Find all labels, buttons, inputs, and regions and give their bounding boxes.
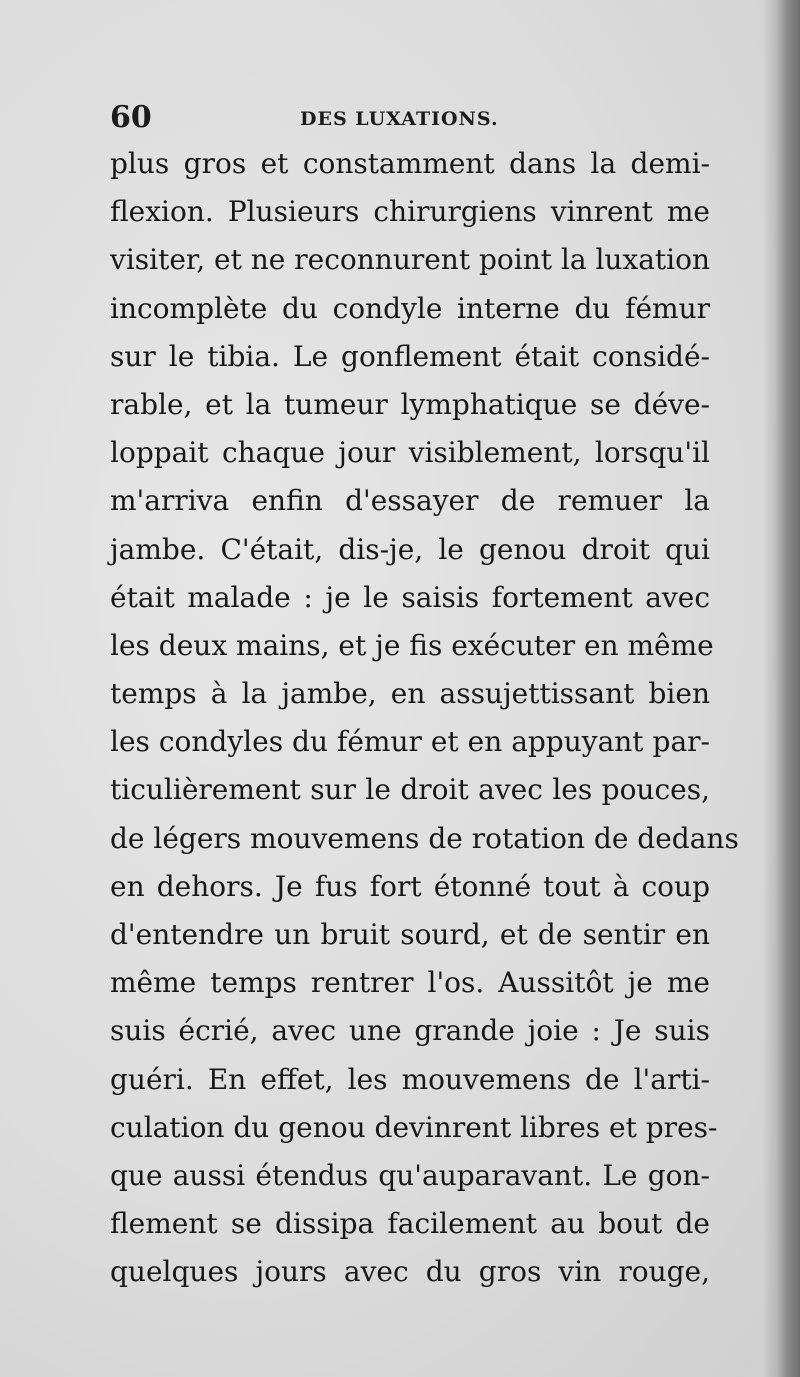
text-line: les condyles du fémur et en appuyant par- xyxy=(110,725,710,759)
text-line: même temps rentrer l'os. Aussitôt je me xyxy=(110,966,710,1000)
text-line: flexion. Plusieurs chirurgiens vinrent me xyxy=(110,195,710,229)
text-line: sur le tibia. Le gonflement était considé- xyxy=(110,339,710,373)
text-line: d'entendre un bruit sourd, et de sentir en xyxy=(110,918,710,951)
page-gutter-shadow xyxy=(762,0,776,1377)
text-line: suis écrié, avec une grande joie : Je suis xyxy=(110,1014,710,1048)
text-line: temps à la jambe, en assujettissant bien xyxy=(110,677,710,711)
text-line: guéri. En effet, les mouvemens de l'arti- xyxy=(110,1062,710,1096)
text-line: loppait chaque jour visiblement, lorsqu'il xyxy=(110,436,710,470)
page-header xyxy=(110,100,710,140)
text-line: les deux mains, et je fis exécuter en même xyxy=(110,628,714,662)
text-line: ticulièrement sur le droit avec les pouces, xyxy=(110,773,710,807)
text-line: plus gros et constamment dans la demi- xyxy=(110,147,710,180)
text-line: visiter, et ne reconnurent point la luxation xyxy=(110,243,711,277)
text-line: m'arriva enfin d'essayer de remuer la xyxy=(110,484,710,518)
text-line: culation du genou devinrent libres et pres- xyxy=(110,1110,718,1144)
text-line: flement se dissipa facilement au bout de xyxy=(110,1207,710,1241)
text-line: de légers mouvemens de rotation de dedans xyxy=(110,821,739,855)
text-line: jambe. C'était, dis-je, le genou droit qui xyxy=(110,532,710,566)
running-title: DES LUXATIONS. xyxy=(300,108,499,130)
text-line: que aussi étendus qu'auparavant. Le gon- xyxy=(110,1158,710,1192)
page-gutter xyxy=(776,0,800,1377)
body-text xyxy=(110,140,739,1297)
text-line: rable, et la tumeur lymphatique se déve- xyxy=(110,387,710,421)
text-line: quelques jours avec du gros vin rouge, xyxy=(110,1255,710,1289)
text-line: était malade : je le saisis fortement avec xyxy=(110,580,710,614)
text-line: en dehors. Je fus fort étonné tout à coup xyxy=(110,869,710,903)
page-number: 60 xyxy=(110,100,152,135)
text-line: incomplète du condyle interne du fémur xyxy=(110,291,710,325)
